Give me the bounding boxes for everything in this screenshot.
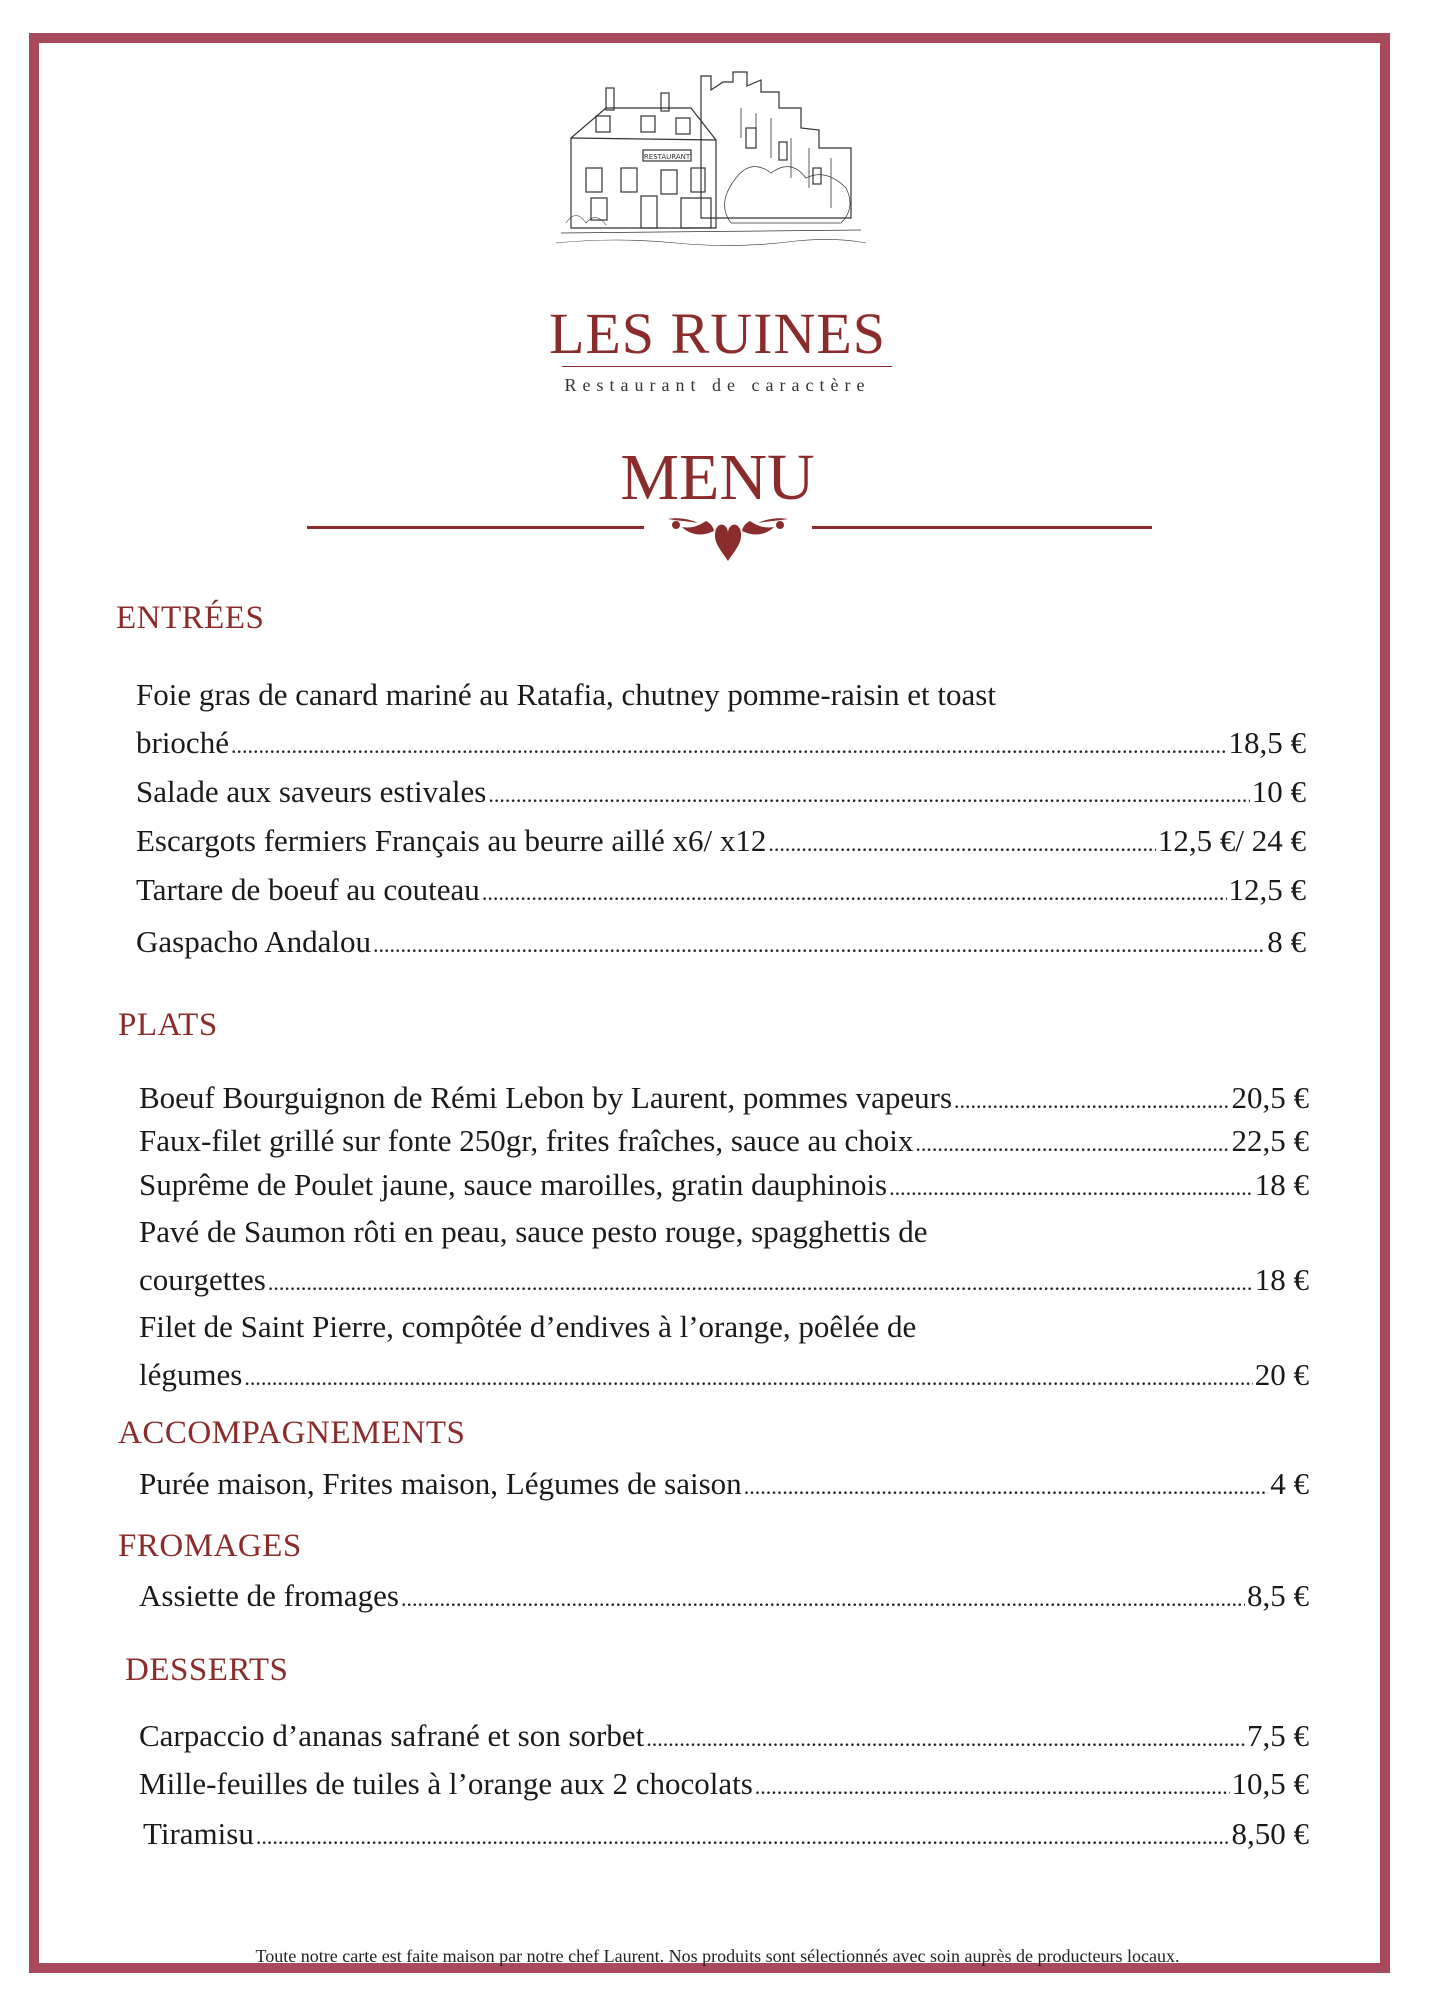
menu-item-name: Tartare de boeuf au couteau — [136, 872, 480, 907]
section-title-desserts: DESSERTS — [125, 1652, 289, 1688]
dot-leader — [244, 1354, 1252, 1402]
restaurant-sketch-illustration — [551, 68, 881, 278]
section-title-entrees: ENTRÉES — [116, 600, 265, 636]
dot-leader — [401, 1575, 1245, 1623]
menu-item-name: Purée maison, Frites maison, Légumes de saison — [139, 1466, 742, 1501]
menu-item — [139, 1760, 1309, 1811]
menu-item-price: 18 € — [1254, 1262, 1309, 1297]
menu-item-price: 10,5 € — [1231, 1766, 1309, 1801]
menu-item-price: 8 € — [1267, 924, 1306, 959]
svg-text:RESTAURANT: RESTAURANT — [643, 153, 691, 161]
title-rule-left — [307, 526, 644, 529]
menu-item-price: 7,5 € — [1247, 1718, 1309, 1753]
dot-leader — [768, 820, 1155, 868]
menu-item-price: 12,5 € — [1228, 872, 1306, 907]
dot-leader — [268, 1259, 1253, 1307]
menu-item-name-line1: Filet de Saint Pierre, compôtée d’endives à l’orange, poêlée de — [139, 1309, 917, 1344]
restaurant-tagline: Restaurant de caractère — [564, 375, 871, 395]
menu-item-name: légumes — [139, 1357, 243, 1392]
menu-item-price: 20 € — [1254, 1357, 1309, 1392]
dot-leader — [646, 1715, 1245, 1763]
menu-item — [136, 768, 1306, 819]
menu-item-price: 18,5 € — [1228, 725, 1306, 760]
menu-item-price: 22,5 € — [1231, 1123, 1309, 1158]
menu-item — [136, 671, 1306, 770]
menu-item-name: Faux-filet grillé sur fonte 250gr, frites fraîches, sauce au choix — [139, 1123, 914, 1158]
dot-leader — [889, 1164, 1253, 1212]
menu-item — [139, 1460, 1309, 1511]
menu-item — [139, 1303, 1309, 1402]
title-rule-right — [812, 526, 1152, 529]
menu-item — [136, 817, 1306, 868]
dot-leader — [256, 1813, 1230, 1861]
brand-underline — [562, 366, 892, 367]
fleuron-ornament-icon — [668, 511, 788, 563]
dot-leader — [755, 1763, 1230, 1811]
menu-item-price: 8,50 € — [1231, 1816, 1309, 1851]
menu-title: MENU — [620, 441, 815, 514]
menu-item — [136, 918, 1306, 969]
menu-item — [139, 1161, 1309, 1212]
footer-note: Toute notre carte est faite maison par notre chef Laurent. Nos produits sont sélectionnés avec soin auprès de producteurs locaux. — [255, 1946, 1180, 1966]
menu-item-name: Tiramisu — [143, 1816, 254, 1851]
menu-item — [139, 1208, 1309, 1307]
menu-item-name: Salade aux saveurs estivales — [136, 774, 487, 809]
section-title-plats: PLATS — [118, 1007, 218, 1043]
menu-item-price: 10 € — [1251, 774, 1306, 809]
menu-item-price: 4 € — [1270, 1466, 1309, 1501]
menu-item-name: Mille-feuilles de tuiles à l’orange aux 2 chocolats — [139, 1766, 753, 1801]
menu-item-name: courgettes — [139, 1262, 266, 1297]
section-title-accompagnements: ACCOMPAGNEMENTS — [118, 1415, 466, 1451]
menu-item-name: Boeuf Bourguignon de Rémi Lebon by Laurent, pommes vapeurs — [139, 1080, 953, 1115]
menu-item — [139, 1712, 1309, 1763]
dot-leader — [231, 722, 1227, 770]
menu-item-name: Assiette de fromages — [139, 1578, 399, 1613]
menu-item-price: 18 € — [1254, 1167, 1309, 1202]
restaurant-name: LES RUINES — [548, 301, 887, 366]
menu-item — [139, 1572, 1309, 1623]
menu-item-name: Carpaccio d’ananas safrané et son sorbet — [139, 1718, 645, 1753]
dot-leader — [488, 771, 1249, 819]
menu-item-price: 20,5 € — [1231, 1080, 1309, 1115]
section-title-fromages: FROMAGES — [118, 1528, 302, 1564]
dot-leader — [744, 1463, 1269, 1511]
menu-item-name-line1: Foie gras de canard mariné au Ratafia, chutney pomme-raisin et toast — [136, 677, 996, 712]
menu-item — [143, 1810, 1309, 1861]
menu-item-name: brioché — [136, 725, 229, 760]
menu-item-name: Escargots fermiers Français au beurre aillé x6/ x12 — [136, 823, 767, 858]
menu-item — [136, 866, 1306, 917]
menu-item-name: Gaspacho Andalou — [136, 924, 372, 959]
menu-item-name: Suprême de Poulet jaune, sauce maroilles, gratin dauphinois — [139, 1167, 888, 1202]
menu-item-price: 8,5 € — [1247, 1578, 1309, 1613]
dot-leader — [482, 869, 1227, 917]
menu-item-name-line1: Pavé de Saumon rôti en peau, sauce pesto rouge, spagghettis de — [139, 1214, 928, 1249]
dot-leader — [373, 921, 1265, 969]
menu-item-price: 12,5 €/ 24 € — [1157, 823, 1306, 858]
